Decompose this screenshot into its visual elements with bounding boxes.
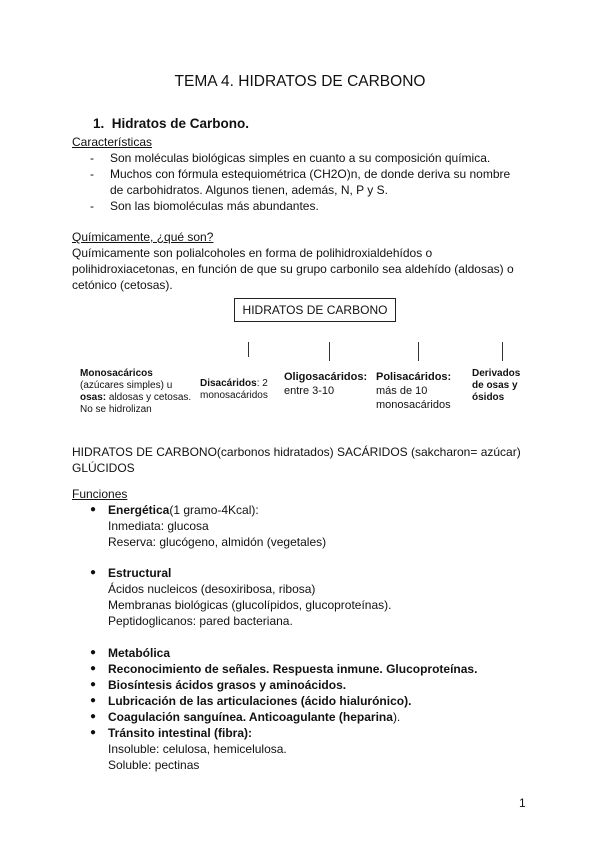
section-title: Hidratos de Carbono. bbox=[111, 116, 250, 131]
section-number: 1. bbox=[93, 116, 105, 131]
estructural-sub: Peptidoglicanos: pared bacteriana. bbox=[108, 614, 293, 628]
poli-title: Polisacáridos: bbox=[376, 371, 452, 383]
diagram-oligosacaridos bbox=[284, 370, 367, 398]
bullet-icon: ● bbox=[90, 647, 97, 658]
diagram-connector bbox=[418, 342, 419, 361]
transito-title: Tránsito intestinal (fibra): bbox=[108, 726, 253, 740]
caracteristica-item: - Son las biomoléculas más abundantes. bbox=[110, 198, 530, 215]
caracteristica-item: - Son moléculas biológicas simples en cuanto a su composición química. bbox=[110, 150, 530, 167]
funcion-biosintesis bbox=[90, 677, 347, 693]
di-rest: : 2 bbox=[256, 378, 268, 389]
diagram-connector bbox=[502, 342, 503, 361]
page-title: TEMA 4. HIDRATOS DE CARBONO bbox=[174, 73, 426, 90]
estructural-sub: Membranas biológicas (glucolípidos, glucoproteínas). bbox=[108, 598, 392, 612]
bullet-icon: ● bbox=[90, 711, 97, 722]
diagram-disacaridos bbox=[200, 378, 280, 402]
deriv-line: ósidos bbox=[472, 392, 505, 403]
di-line bbox=[200, 378, 280, 390]
synonyms-line: HIDRATOS DE CARBONO(carbonos hidratados) SACÁRIDOS (sakcharon= azúcar) bbox=[72, 445, 521, 459]
energetica-title: Energética bbox=[108, 503, 170, 517]
poli-line: más de 10 bbox=[376, 385, 428, 397]
funcion-estructural bbox=[90, 565, 172, 581]
di-title: Disacáridos bbox=[200, 378, 257, 389]
funcion-transito bbox=[90, 725, 253, 741]
page-number: 1 bbox=[519, 796, 526, 810]
oligo-line: entre 3-10 bbox=[284, 385, 335, 397]
deriv-line: Derivados bbox=[472, 368, 521, 379]
mono-line: (azúcares simples) u bbox=[80, 380, 173, 391]
funcion-coagulacion bbox=[90, 709, 401, 725]
energetica-rest: (1 gramo-4Kcal): bbox=[169, 503, 259, 517]
di-line: monosacáridos bbox=[200, 390, 268, 401]
quimicamente-line: cetónico (cetosas). bbox=[72, 278, 173, 292]
transito-sub: Insoluble: celulosa, hemicelulosa. bbox=[108, 742, 287, 756]
deriv-line: de osas y bbox=[472, 380, 518, 391]
bullet-icon: ● bbox=[90, 567, 97, 578]
diagram-polisacaridos bbox=[376, 370, 451, 412]
transito-sub: Soluble: pectinas bbox=[108, 758, 200, 772]
mono-osas: osas: bbox=[80, 392, 107, 403]
diagram-connector bbox=[329, 342, 330, 361]
diagram-root-box: HIDRATOS DE CARBONO bbox=[234, 298, 396, 322]
bullet-icon: ● bbox=[90, 679, 97, 690]
coagulacion-rest: ). bbox=[392, 710, 401, 724]
energetica-sub: Inmediata: glucosa bbox=[108, 519, 209, 533]
lubricacion-title: Lubricación de las articulaciones (ácido hialurónico). bbox=[108, 694, 412, 708]
funciones-heading: Funciones bbox=[72, 487, 128, 501]
poli-line: monosacáridos bbox=[376, 399, 451, 411]
section-heading bbox=[93, 116, 249, 131]
bullet-icon: ● bbox=[90, 727, 97, 738]
funcion-metabolica bbox=[90, 645, 171, 661]
caracteristicas-heading: Características bbox=[72, 135, 153, 149]
funcion-reconocimiento bbox=[90, 661, 478, 677]
synonyms-line: GLÚCIDOS bbox=[72, 461, 135, 475]
diagram-monosacaridos bbox=[80, 368, 200, 416]
quimicamente-heading: Químicamente, ¿qué son? bbox=[72, 230, 214, 244]
biosintesis-title: Biosíntesis ácidos grasos y aminoácidos. bbox=[108, 678, 347, 692]
mono-line bbox=[80, 392, 200, 404]
caracteristica-item-continued: de carbohidratos. Algunos tienen, además, N, P y S. bbox=[110, 183, 388, 197]
bullet-icon: ● bbox=[90, 504, 97, 515]
metabolica-title: Metabólica bbox=[108, 646, 171, 660]
estructural-title: Estructural bbox=[108, 566, 172, 580]
bullet-icon: ● bbox=[90, 695, 97, 706]
caracteristica-item: - Muchos con fórmula estequiométrica (CH2O)n, de donde deriva su nombre bbox=[110, 166, 530, 183]
estructural-sub: Ácidos nucleicos (desoxiribosa, ribosa) bbox=[108, 582, 316, 596]
funcion-energetica bbox=[90, 502, 259, 518]
oligo-title: Oligosacáridos: bbox=[284, 371, 368, 383]
mono-line: No se hidrolizan bbox=[80, 404, 152, 415]
coagulacion-title: Coagulación sanguínea. Anticoagulante (heparina bbox=[108, 710, 393, 724]
quimicamente-line: polihidroxiacetonas, en función de que su grupo carbonilo sea aldehído (aldosas) o bbox=[72, 262, 514, 276]
diagram-connector bbox=[248, 342, 249, 357]
reconocimiento-title: Reconocimiento de señales. Respuesta inmune. Glucoproteínas. bbox=[108, 662, 478, 676]
diagram-derivados bbox=[472, 368, 520, 404]
mono-title: Monosacáricos bbox=[80, 368, 153, 379]
mono-osas-rest: aldosas y cetosas. bbox=[106, 392, 192, 403]
funcion-lubricacion bbox=[90, 693, 412, 709]
bullet-icon: ● bbox=[90, 663, 97, 674]
quimicamente-line: Químicamente son polialcoholes en forma de polihidroxialdehídos o bbox=[72, 246, 433, 260]
energetica-sub: Reserva: glucógeno, almidón (vegetales) bbox=[108, 535, 327, 549]
